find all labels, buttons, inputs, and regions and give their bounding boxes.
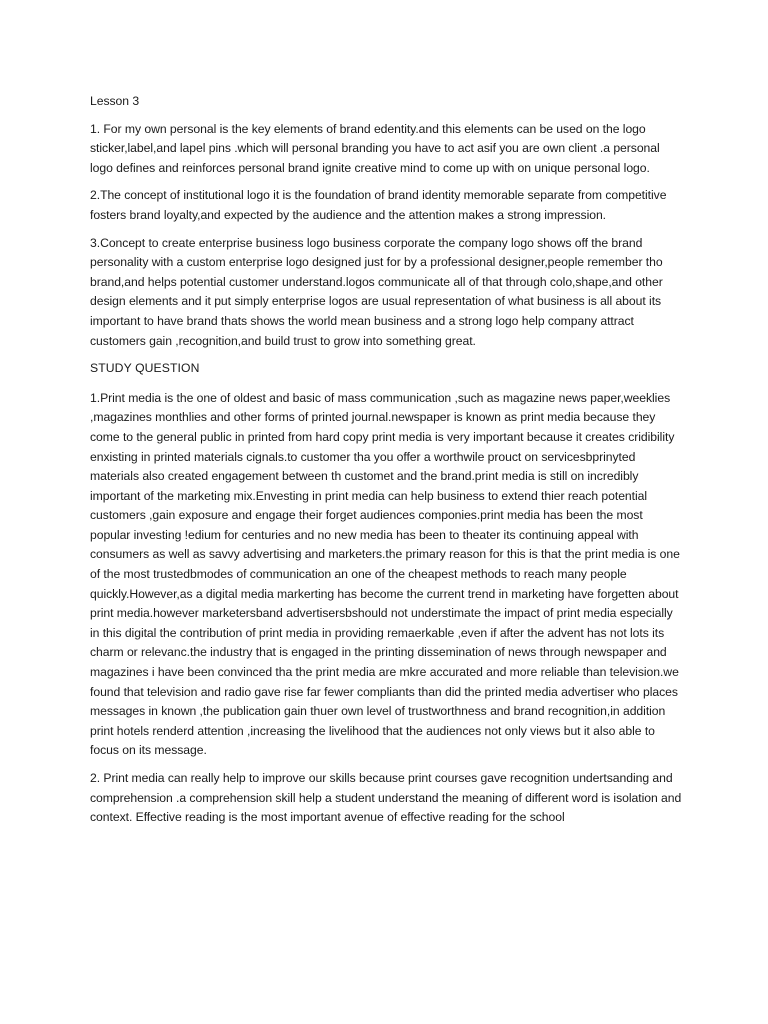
study-answer-2: 2. Print media can really help to improve our skills because print courses gave recognition undertsanding and comprehension .a comprehension skill help a student understand the meaning of different word is isolation and context. Effective reading is the most important avenue of effective reading for the school	[90, 771, 682, 825]
document-page	[90, 92, 682, 836]
paragraph-1: 1. For my own personal is the key elements of brand edentity.and this elements can be used on the logo sticker,label,and lapel pins .which will personal branding you have to act asif you are own client .a personal logo defines and reinforces personal brand ignite creative mind to come up with on unique personal logo.	[90, 121, 660, 175]
study-answer-1: 1.Print media is the one of oldest and basic of mass communication ,such as magazine news paper,weeklies ,magazines monthlies and other forms of printed journal.newspaper is known as print media because they come to the general public in printed from hard copy print media is very important because it creates cridibility enxisting in printed materials cignals.to customer tha you offer a worthwile prouct on servicesbprinyted materials also created engagement between th customet and the brand.print media is still on incredibly important of the marketing mix.Envesting in print media can help business to extend thier reach potential customers ,gain exposure and engage their forget audiences componies.print media has been the most popular investing !edium for centuries and no new media has been to theater its continuing appeal with consumers as well as savvy advertising and marketers.the primary reason for this is that the print media is one of the most trustedbmodes of communication an one of the cheapest methods to reach many people quickly.However,as a digital media markerting has become the current trend in marketing have forgetten about print media.however marketersband advertisersbshould not understimate the impact of print media especially in this digital the contribution of print media in providing remaerkable ,even if after the advent has not lots its charm or relevanc.the industry that is engaged in the printing dissemination of news through newspaper and magazines i have been convinced tha the print media are mkre accurated and more reliable than television.we found that television and radio gave rise far fewer compliants than did the printed media advertiser who places messages in known ,the publication gain thuer own level of trustworthness and brand recognition,in addition print hotels renderd attention ,increasing the livelihood that the audiences not only views but it also able to focus on its message.	[90, 390, 680, 758]
study-question-title: STUDY QUESTION	[90, 361, 200, 376]
paragraph-3: 3.Concept to create enterprise business logo business corporate the company logo shows off the brand personality with a custom enterprise logo designed just for by a professional designer,people remember tho brand,and helps potential customer understand.logos communicate all of that through colo,shape,and other design elements and it put simply enterprise logos are usual representation of what business is all about its important to have brand thats shows the world mean business and a strong logo help company attract customers gain ,recognition,and build trust to grow into something great.	[90, 235, 663, 348]
lesson-title: Lesson 3	[90, 94, 140, 108]
paragraph-2: 2.The concept of institutional logo it is the foundation of brand identity memorable separate from competitive fosters brand loyalty,and expected by the audience and the attention makes a strong impression.	[90, 188, 667, 222]
